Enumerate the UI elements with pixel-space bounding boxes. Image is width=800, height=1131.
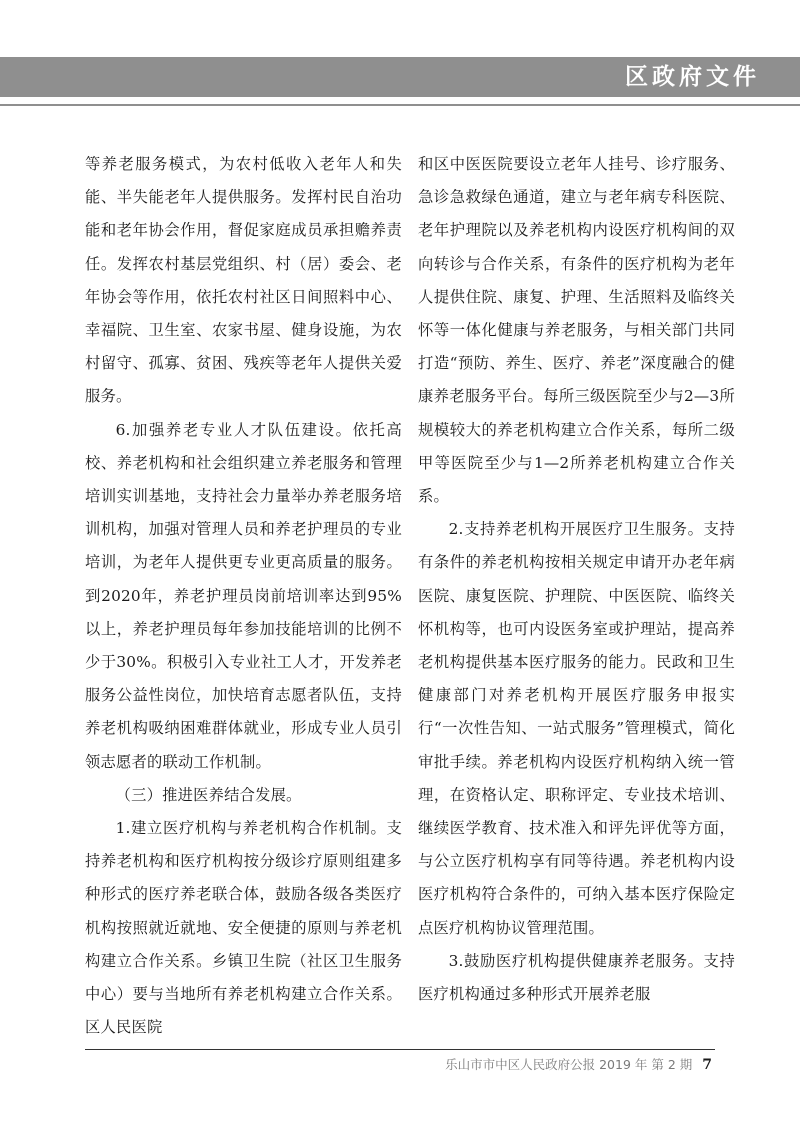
header-divider bbox=[0, 104, 800, 106]
section-heading: （三）推进医养结合发展。 bbox=[115, 785, 302, 804]
paragraph: 和区中医医院要设立老年人挂号、诊疗服务、急诊急救绿色通道，建立与老年病专科医院、老年护理院以及养老机构内设医疗机构间的双向转诊与合作关系，有条件的医疗机构为老年人提供住院、康复、护理、生活照料及临终关怀等一体化健康与养老服务，与相关部门共同打造“预防、养生、医疗、养老”深度融合的健康养老服务平台。每所三级医院至少与2—3所规模较大的养老机构建立合作关系，每所二级甲等医院至少与1—2所养老机构建立合作关系。 bbox=[418, 155, 735, 506]
paragraph: 1.建立医疗机构与养老机构合作机制。支持养老机构和医疗机构按分级诊疗原则组建多种形式的医疗养老联合体，鼓励各级各类医疗机构按照就近就地、安全便捷的原则与养老机构建立合作关系。乡镇卫生院（社区卫生服务中心）要与当地所有养老机构建立合作关系。区人民医院 bbox=[85, 819, 402, 1037]
page-footer bbox=[445, 1055, 712, 1075]
paragraph: 3.鼓励医疗机构提供健康养老服务。支持医疗机构通过多种形式开展养老服 bbox=[418, 951, 735, 1004]
page-number: 7 bbox=[702, 1057, 712, 1073]
header-band bbox=[0, 57, 800, 97]
section-title: 区政府文件 bbox=[625, 64, 760, 90]
paragraph: 6.加强养老专业人才队伍建设。依托高校、养老机构和社会组织建立养老服务和管理培训实训基地，支持社会力量举办养老服务培训机构，加强对管理人员和养老护理员的专业培训，为老年人提供更专业更高质量的服务。到2020年，养老护理员岗前培训率达到95%以上，养老护理员每年参加技能培训的比例不少于30%。积极引入专业社工人才，开发养老服务公益性岗位，加快培育志愿者队伍，支持养老机构吸纳困难群体就业，形成专业人员引领志愿者的联动工作机制。 bbox=[85, 420, 402, 771]
paragraph: 等养老服务模式，为农村低收入老年人和失能、半失能老年人提供服务。发挥村民自治功能和老年协会作用，督促家庭成员承担赡养责任。发挥农村基层党组织、村（居）委会、老年协会等作用，依托农村社区日间照料中心、幸福院、卫生室、农家书屋、健身设施，为农村留守、孤寡、贫困、残疾等老年人提供关爱服务。 bbox=[85, 155, 402, 406]
footer-divider bbox=[85, 1049, 715, 1050]
publication-info: 乐山市市中区人民政府公报 2019 年 第 2 期 bbox=[445, 1057, 693, 1072]
left-text-column bbox=[85, 148, 402, 1044]
paragraph: 2.支持养老机构开展医疗卫生服务。支持有条件的养老机构按相关规定申请开办老年病医院、康复医院、护理院、中医医院、临终关怀机构等，也可内设医务室或护理站，提高养老机构提供基本医疗服务的能力。民政和卫生健康部门对养老机构开展医疗服务申报实行“一次性告知、一站式服务”管理模式，简化审批手续。养老机构内设医疗机构纳入统一管理，在资格认定、职称评定、专业技术培训、继续医学教育、技术准入和评先评优等方面，与公立医疗机构享有同等待遇。养老机构内设医疗机构符合条件的，可纳入基本医疗保险定点医疗机构协议管理范围。 bbox=[418, 520, 735, 937]
right-text-column bbox=[418, 148, 735, 1011]
